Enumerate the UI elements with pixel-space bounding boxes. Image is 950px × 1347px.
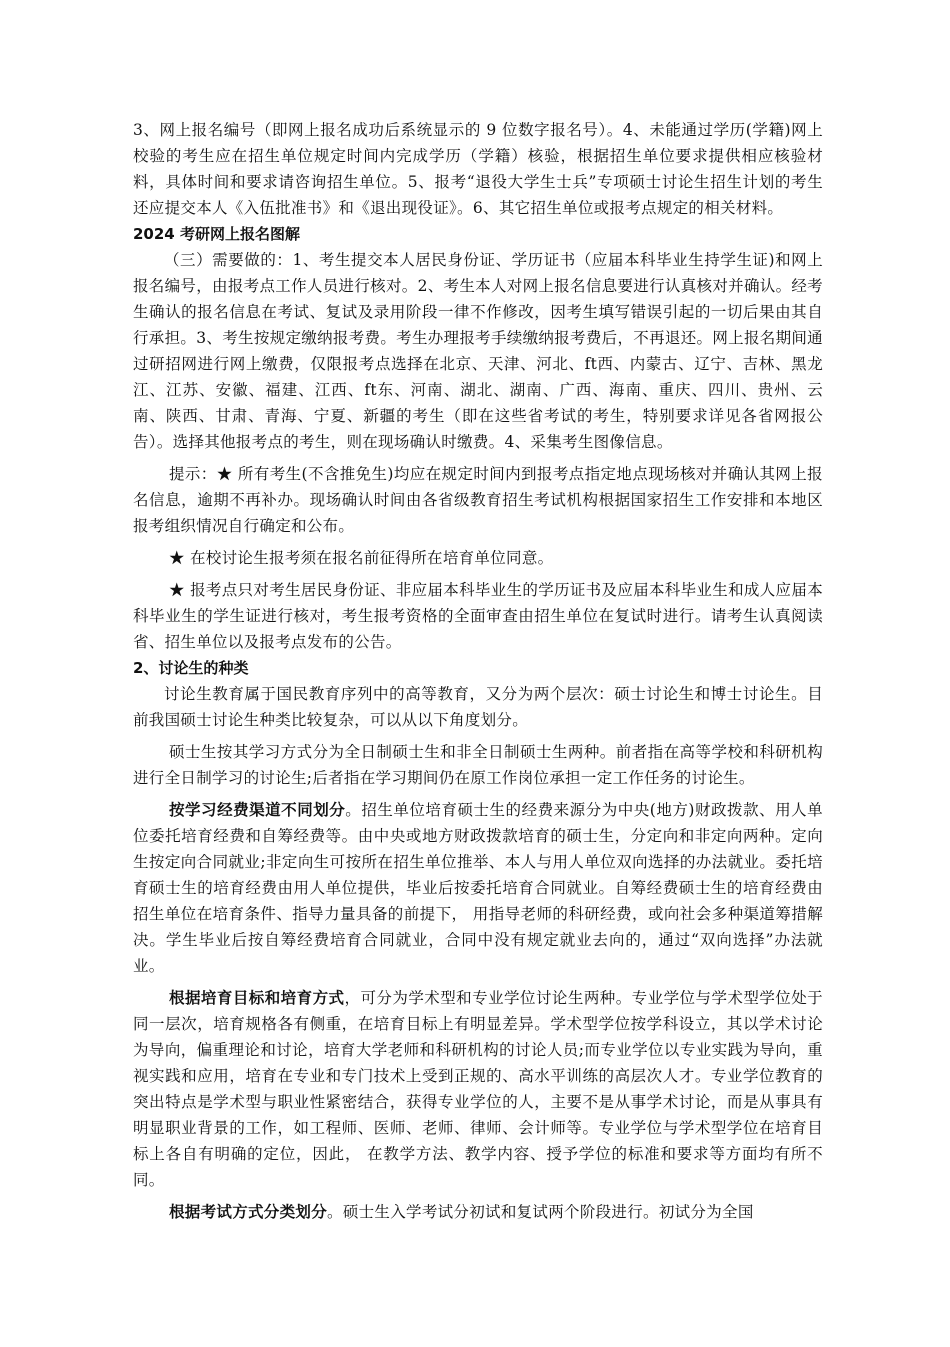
paragraph-star-1: ★ 在校讨论生报考须在报名前征得所在培育单位同意。 <box>169 549 554 567</box>
paragraph-training-goal <box>133 985 823 1193</box>
paragraph-required-materials: 3、网上报名编号（即网上报名成功后系统显示的 9 位数字报名号）。4、未能通过学历(学籍)网上校验的考生应在招生单位规定时间内完成学历（学籍）核验，根据招生单位要求提供相应核验材料，具体时间和要求请咨询招生单位。5、报考“退役大学生士兵”专项硕士讨论生招生计划的考生还应提交本人《入伍批准书》和《退出现役证》。6、其它招生单位或报考点规定的相关材料。 <box>133 121 823 217</box>
document-page <box>133 117 823 1225</box>
paragraph-study-mode: 硕士生按其学习方式分为全日制硕士生和非全日制硕士生两种。前者指在高等学校和科研机构进行全日制学习的讨论生;后者指在学习期间仍在原工作岗位承担一定工作任务的讨论生。 <box>133 743 823 787</box>
training-goal-lead: 根据培育目标和培育方式 <box>169 989 345 1007</box>
paragraph-star-2: ★ 报考点只对考生居民身份证、非应届本科毕业生的学历证书及应届本科毕业生和成人应届本科毕业生的学生证进行核对，考生报考资格的全面审查由招生单位在复试时进行。请考生认真阅读省、招生单位以及报考点发布的公告。 <box>133 581 823 651</box>
funding-body: 。招生单位培育硕士生的经费来源分为中央(地方)财政拨款、用人单位委托培育经费和自筹经费等。由中央或地方财政拨款培育的硕士生，分定向和非定向两种。定向生按定向合同就业;非定向生可按所在招生单位推举、本人与用人单位双向选择的办法就业。委托培育硕士生的培育经费由用人单位提供，毕业后按委托培育合同就业。自筹经费硕士生的培育经费由招生单位在培育条件、指导力量具备的前提下， 用指导老师的科研经费，或向社会多种渠道筹措解决。学生毕业后按自筹经费培育合同就业，合同中没有规定就业去向的，通过“双向选择”办法就业。 <box>133 801 823 975</box>
paragraph-funding <box>133 797 823 979</box>
paragraph-graduate-education: 讨论生教育属于国民教育序列中的高等教育，又分为两个层次：硕士讨论生和博士讨论生。目前我国硕士讨论生种类比较复杂，可以从以下角度划分。 <box>133 685 823 729</box>
section-heading-graduate-types: 2、讨论生的种类 <box>133 659 249 677</box>
paragraph-to-do: （三）需要做的：1、考生提交本人居民身份证、学历证书（应届本科毕业生持学生证)和网上报名编号，由报考点工作人员进行核对。2、考生本人对网上报名信息要进行认真核对并确认。经考生确认的报名信息在考试、复试及录用阶段一律不作修改，因考生填写错误引起的一切后果由其自行承担。3、考生按规定缴纳报考费。考生办理报考手续缴纳报考费后，不再退还。网上报名期间通过研招网进行网上缴费，仅限报考点选择在北京、天津、河北、ft西、内蒙古、辽宁、吉林、黑龙江、江苏、安徽、福建、江西、ft东、河南、湖北、湖南、广西、海南、重庆、四川、贵州、云南、陕西、甘肃、青海、宁夏、新疆的考生（即在这些省考试的考生，特别要求详见各省网报公告）。选择其他报考点的考生，则在现场确认时缴费。4、采集考生图像信息。 <box>133 251 823 451</box>
paragraph-tip: 提示：★ 所有考生(不含推免生)均应在规定时间内到报考点指定地点现场核对并确认其网上报名信息，逾期不再补办。现场确认时间由各省级教育招生考试机构根据国家招生工作安排和本地区报考组织情况自行确定和公布。 <box>133 465 823 535</box>
paragraph-exam-mode <box>133 1199 823 1225</box>
exam-mode-body: 。硕士生入学考试分初试和复试两个阶段进行。初试分为全国 <box>327 1203 754 1221</box>
exam-mode-lead: 根据考试方式分类划分 <box>169 1203 328 1221</box>
funding-lead: 按学习经费渠道不同划分 <box>169 801 346 819</box>
training-goal-body: ，可分为学术型和专业学位讨论生两种。专业学位与学术型学位处于同一层次，培育规格各有侧重，在培育目标上有明显差异。学术型学位按学科设立，其以学术讨论为导向，偏重理论和讨论，培育大学老师和科研机构的讨论人员;而专业学位以专业实践为导向，重视实践和应用，培育在专业和专门技术上受到正规的、高水平训练的高层次人才。专业学位教育的突出特点是学术型与职业性紧密结合，获得专业学位的人，主要不是从事学术讨论，而是从事具有明显职业背景的工作，如工程师、医师、老师、律师、会计师等。专业学位与学术型学位在培育目标上各自有明确的定位，因此， 在教学方法、教学内容、授予学位的标准和要求等方面均有所不同。 <box>133 989 823 1189</box>
section-heading-registration-guide: 2024 考研网上报名图解 <box>133 225 300 243</box>
